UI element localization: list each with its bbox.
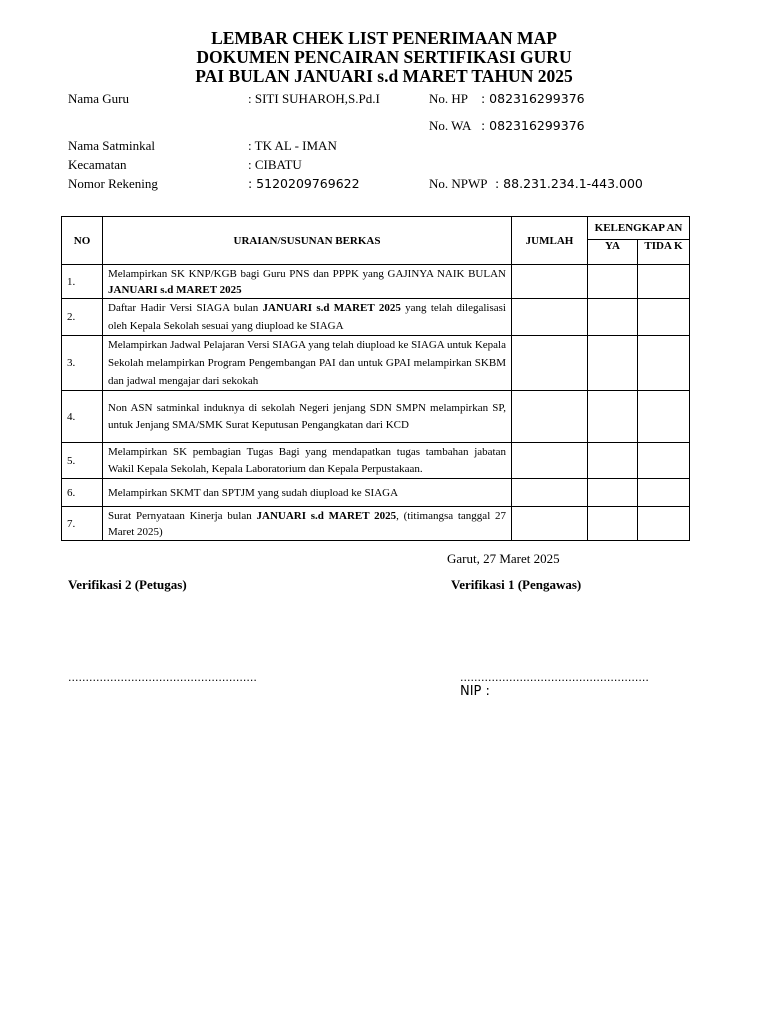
kecamatan-label: Kecamatan: [68, 157, 127, 172]
table-row: [62, 507, 690, 541]
cell-ya[interactable]: [588, 265, 638, 299]
row-desc: Melampirkan SK pembagian Tugas Bagi yang mendapatkan tugas tambahan jabatan Wakil Kepala Sekolah, Kepala Laboratorium dan Kepala Perpustakaan.: [103, 443, 512, 479]
cell-tidak[interactable]: [638, 507, 690, 541]
no-hp-label: No. HP: [429, 91, 469, 106]
cell-tidak[interactable]: [638, 336, 690, 391]
rekening-value: : 5120209769622: [248, 176, 360, 191]
cell-ya[interactable]: [588, 391, 638, 443]
signature-line-petugas: ......................................................: [68, 671, 257, 684]
row-desc: Melampirkan Jadwal Pelajaran Versi SIAGA yang telah diupload ke SIAGA untuk Kepala Sekolah melampirkan Program Pengembangan PAI dan untuk GPAI melampirkan SKBM dan jadwal mengajar dari sekokah: [103, 336, 512, 391]
cell-ya[interactable]: [588, 443, 638, 479]
satminkal-value: : TK AL - IMAN: [248, 138, 337, 153]
row-no: 1.: [62, 265, 103, 299]
cell-ya[interactable]: [588, 479, 638, 507]
header-kelengkapan: KELENGKAP AN: [588, 217, 690, 240]
npwp-value: : 88.231.234.1-443.000: [495, 176, 643, 191]
table-row: [62, 336, 690, 391]
cell-jumlah[interactable]: [512, 265, 588, 299]
table-row: [62, 443, 690, 479]
no-wa-label: No. WA: [429, 118, 472, 133]
checklist-table: [61, 216, 690, 541]
cell-jumlah[interactable]: [512, 391, 588, 443]
nama-guru-label: Nama Guru: [68, 91, 130, 106]
cell-jumlah[interactable]: [512, 299, 588, 336]
cell-ya[interactable]: [588, 507, 638, 541]
row-desc: Daftar Hadir Versi SIAGA bulan JANUARI s.d MARET 2025 yang telah dilegalisasi oleh Kepala Sekolah sesuai yang diupload ke SIAGA: [103, 299, 512, 336]
satminkal-label: Nama Satminkal: [68, 138, 156, 153]
cell-jumlah[interactable]: [512, 336, 588, 391]
nama-guru-value: : SITI SUHAROH,S.Pd.I: [248, 91, 380, 106]
doc-title-line-3: PAI BULAN JANUARI s.d MARET TAHUN 2025: [195, 66, 573, 86]
cell-tidak[interactable]: [638, 479, 690, 507]
verifikasi-1-label: Verifikasi 1 (Pengawas): [451, 577, 582, 592]
row-desc: Surat Pernyataan Kinerja bulan JANUARI s.d MARET 2025, (titimangsa tanggal 27 Maret 2025): [103, 507, 512, 541]
place-date: Garut, 27 Maret 2025: [447, 551, 560, 566]
cell-tidak[interactable]: [638, 265, 690, 299]
table-row: [62, 299, 690, 336]
header-tidak: TIDA K: [638, 240, 690, 265]
nip-label: NIP :: [460, 684, 490, 699]
cell-tidak[interactable]: [638, 391, 690, 443]
cell-ya[interactable]: [588, 336, 638, 391]
no-hp-value: : 082316299376: [481, 91, 585, 106]
kecamatan-value: : CIBATU: [248, 157, 302, 172]
cell-jumlah[interactable]: [512, 479, 588, 507]
header-uraian: URAIAN/SUSUNAN BERKAS: [103, 217, 512, 265]
row-no: 6.: [62, 479, 103, 507]
npwp-label: No. NPWP: [429, 176, 488, 191]
verifikasi-2-label: Verifikasi 2 (Petugas): [68, 577, 187, 592]
doc-title-line-2: DOKUMEN PENCAIRAN SERTIFIKASI GURU: [196, 47, 572, 67]
header-no: NO: [62, 217, 103, 265]
table-row: [62, 391, 690, 443]
header-jumlah: JUMLAH: [512, 217, 588, 265]
cell-jumlah[interactable]: [512, 507, 588, 541]
row-desc: Melampirkan SK KNP/KGB bagi Guru PNS dan PPPK yang GAJINYA NAIK BULAN JANUARI s.d MARET 2025: [103, 265, 512, 299]
header-ya: YA: [588, 240, 638, 265]
table-row: [62, 265, 690, 299]
cell-ya[interactable]: [588, 299, 638, 336]
cell-jumlah[interactable]: [512, 443, 588, 479]
row-no: 7.: [62, 507, 103, 541]
row-no: 4.: [62, 391, 103, 443]
row-desc: Non ASN satminkal induknya di sekolah Negeri jenjang SDN SMPN melampirkan SP, untuk Jenjang SMA/SMK Surat Keputusan Pengangkatan dari KCD: [103, 391, 512, 443]
no-wa-value: : 082316299376: [481, 118, 585, 133]
cell-tidak[interactable]: [638, 299, 690, 336]
signature-line-pengawas: ......................................................: [460, 671, 649, 684]
table-row: [62, 479, 690, 507]
doc-title-line-1: LEMBAR CHEK LIST PENERIMAAN MAP: [211, 28, 557, 48]
cell-tidak[interactable]: [638, 443, 690, 479]
row-desc: Melampirkan SKMT dan SPTJM yang sudah diupload ke SIAGA: [103, 479, 512, 507]
row-no: 3.: [62, 336, 103, 391]
row-no: 2.: [62, 299, 103, 336]
rekening-label: Nomor Rekening: [68, 176, 158, 191]
row-no: 5.: [62, 443, 103, 479]
